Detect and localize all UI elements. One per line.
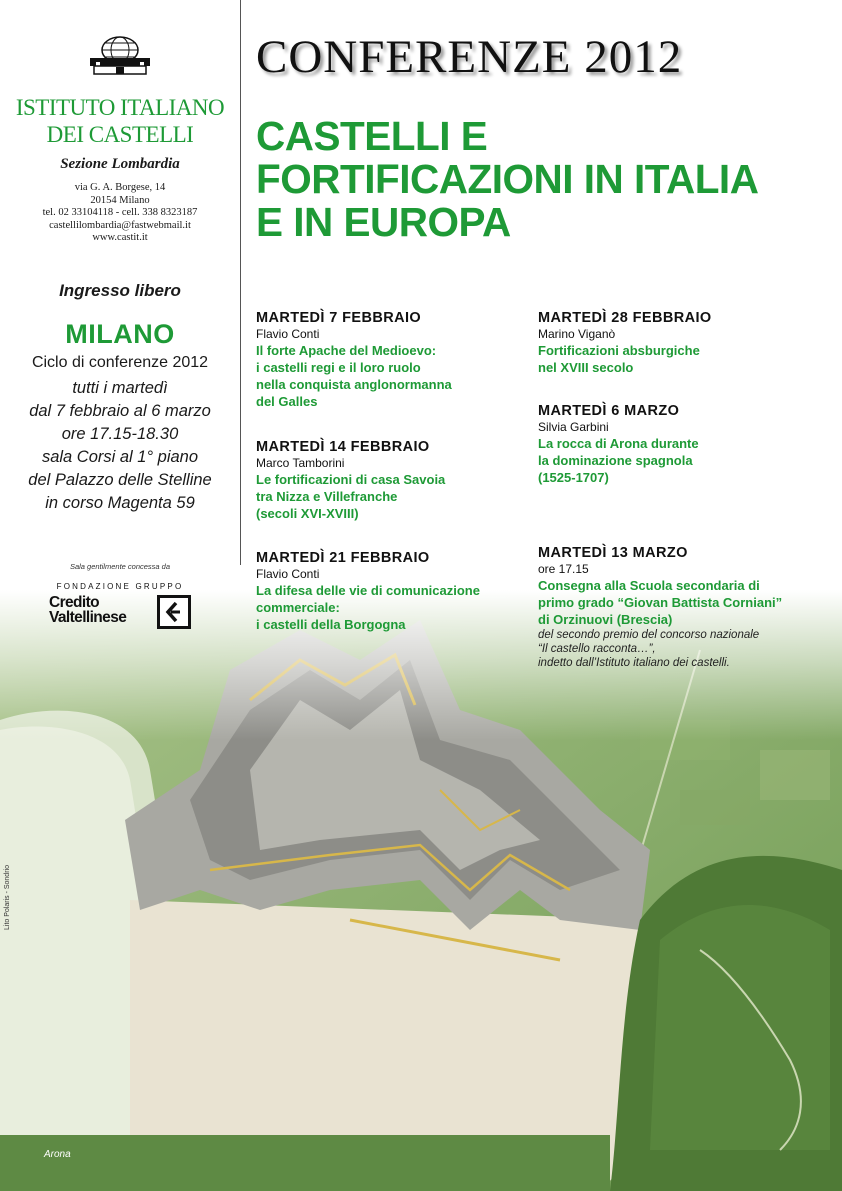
event-title-line: tra Nizza e Villefranche: [256, 489, 398, 504]
main-title: CONFERENZE 2012: [256, 31, 683, 83]
event-item: [538, 403, 823, 486]
schedule-line: dal 7 febbraio al 6 marzo: [29, 402, 211, 420]
event-date: MARTEDÌ 6 MARZO: [538, 403, 680, 419]
event-item: [256, 550, 541, 633]
event-title-line: di Orzinuovi (Brescia): [538, 612, 673, 627]
address-line: via G. A. Borgese, 14: [74, 182, 166, 193]
event-title-line: la dominazione spagnola: [538, 453, 693, 468]
map-caption: Arona: [44, 1149, 71, 1160]
event-item: [256, 310, 541, 410]
sponsor-name: [49, 595, 151, 625]
subtitle-line: CASTELLI E: [256, 113, 488, 159]
event-title-line: Le fortificazioni di casa Savoia: [256, 472, 446, 487]
schedule-line: del Palazzo delle Stelline: [28, 471, 212, 489]
event-title-line: Fortificazioni absburgiche: [538, 343, 700, 358]
event-speaker: Silvia Garbini: [538, 420, 609, 434]
event-item: [256, 439, 541, 522]
website-line: www.castit.it: [92, 232, 148, 243]
institute-name-line: DEI CASTELLI: [46, 122, 194, 147]
event-title: [538, 577, 833, 628]
institute-globe-logo: [88, 36, 152, 76]
sponsor-logo: [49, 595, 194, 631]
event-title: [538, 435, 823, 486]
city-heading: MILANO: [65, 319, 175, 349]
sponsor-note: Sala gentilmente concessa da: [69, 562, 171, 571]
event-title-line: i castelli della Borgogna: [256, 617, 406, 632]
event-speaker: Flavio Conti: [256, 567, 320, 581]
sponsor-name-line: Valtellinese: [49, 609, 127, 626]
event-title-line: nel XVIII secolo: [538, 360, 634, 375]
event-time: ore 17.15: [538, 562, 589, 576]
subtitle-line: E IN EUROPA: [256, 199, 511, 245]
print-credit: [4, 920, 11, 930]
schedule-line: ore 17.15-18.30: [61, 425, 179, 443]
event-title-line: (1525-1707): [538, 470, 609, 485]
event-title-line: Il forte Apache del Medioevo:: [256, 343, 437, 358]
event-title: [256, 342, 541, 410]
schedule-line: tutti i martedì: [72, 379, 168, 397]
event-date: MARTEDÌ 7 FEBBRAIO: [256, 310, 422, 326]
sponsor-name-line: Credito: [49, 594, 100, 611]
email-line: castellilombardia@fastwebmail.it: [49, 219, 191, 231]
event-title-line: Consegna alla Scuola secondaria di: [538, 578, 760, 593]
event-title-line: primo grado “Giovan Battista Corniani”: [538, 595, 783, 610]
address-line: 20154 Milano: [90, 194, 150, 206]
schedule-line: sala Corsi al 1° piano: [41, 448, 199, 466]
subtitle-line: FORTIFICAZIONI IN ITALIA: [256, 156, 759, 202]
event-item: [538, 545, 833, 670]
schedule-line: in corso Magenta 59: [45, 494, 195, 512]
event-speaker: Flavio Conti: [256, 327, 320, 341]
event-speaker: Marco Tamborini: [256, 456, 345, 470]
event-title: [538, 342, 823, 376]
event-date: MARTEDÌ 21 FEBBRAIO: [256, 550, 430, 566]
event-note: [538, 628, 833, 670]
subtitle: [256, 115, 826, 244]
institute-name-line: ISTITUTO ITALIANO: [15, 95, 225, 120]
event-date: MARTEDÌ 14 FEBBRAIO: [256, 439, 430, 455]
admission-text: Ingresso libero: [59, 281, 181, 300]
series-title: Ciclo di conferenze 2012: [31, 354, 209, 371]
event-date: MARTEDÌ 28 FEBBRAIO: [538, 310, 712, 326]
event-title-line: (secoli XVI-XVIII): [256, 506, 359, 521]
event-title: [256, 582, 541, 633]
event-item: [538, 310, 823, 376]
schedule-details: [0, 377, 240, 515]
sponsor-foundation: FONDAZIONE GRUPPO: [56, 582, 184, 591]
institute-section: Sezione Lombardia: [60, 156, 180, 172]
arona-fortress-map: [0, 590, 842, 1191]
event-speaker: Marino Viganò: [538, 327, 616, 341]
event-title: [256, 471, 541, 522]
event-note-line: del secondo premio del concorso nazionale: [538, 629, 760, 641]
event-title-line: del Galles: [256, 394, 318, 409]
event-title-line: La difesa delle vie di comunicazione: [256, 583, 480, 598]
institute-name: [0, 94, 240, 148]
event-note-line: indetto dall’Istituto italiano dei castelli.: [538, 657, 730, 669]
event-title-line: La rocca di Arona durante: [538, 436, 699, 451]
event-date: MARTEDÌ 13 MARZO: [538, 545, 688, 561]
event-title-line: nella conquista anglonormanna: [256, 377, 452, 392]
event-title-line: i castelli regi e il loro ruolo: [256, 360, 421, 375]
institute-address: [0, 182, 240, 245]
column-divider: [240, 0, 241, 565]
event-note-line: “Il castello racconta…”,: [538, 643, 656, 655]
sponsor-mark-icon: [157, 595, 191, 629]
phone-line: tel. 02 33104118 - cell. 338 8323187: [42, 207, 198, 218]
event-title-line: commerciale:: [256, 600, 340, 615]
